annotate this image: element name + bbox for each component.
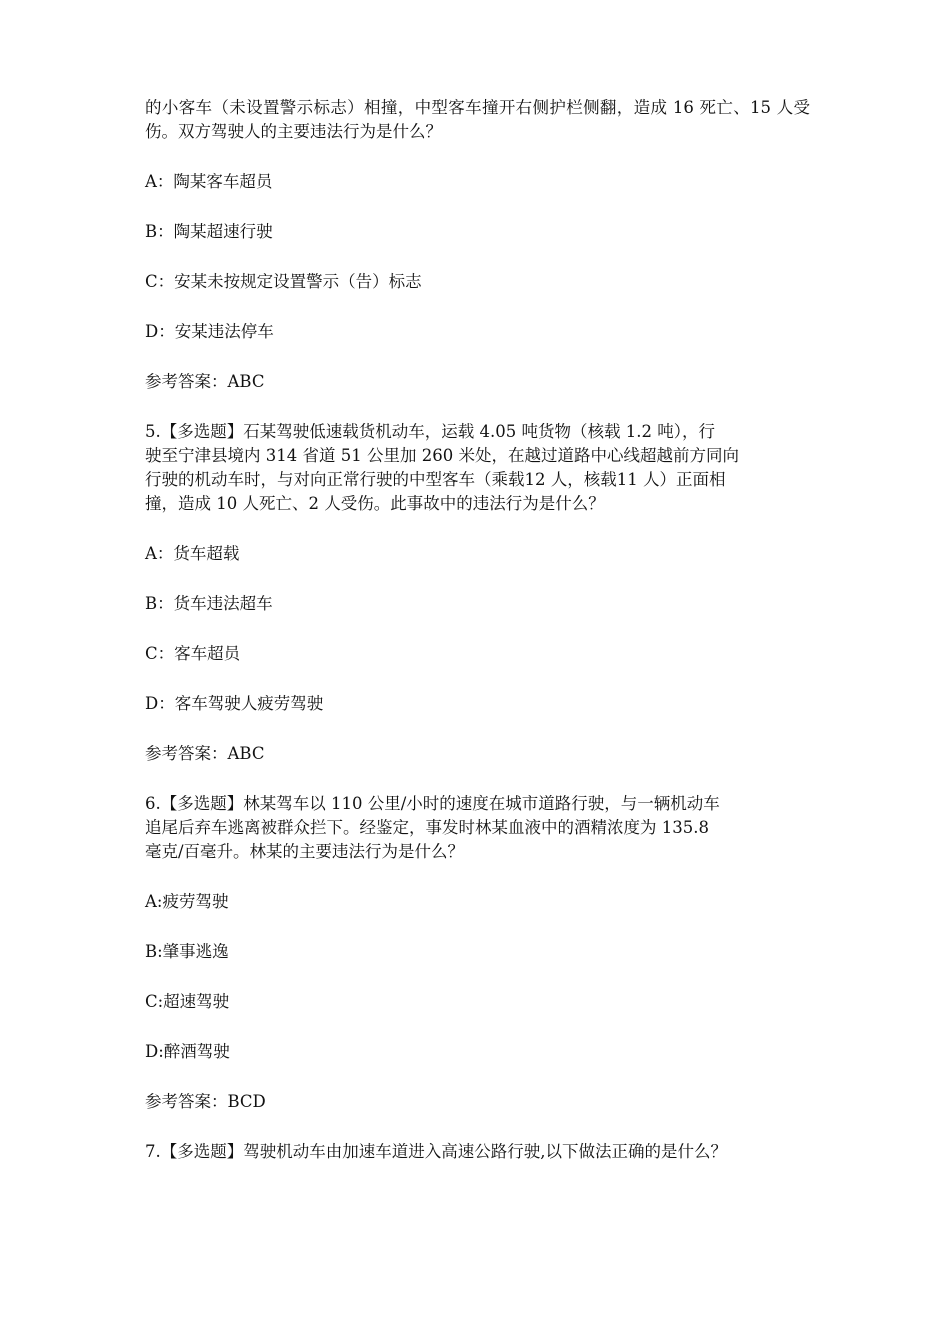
- answer-option: A:疲劳驾驶: [145, 892, 229, 911]
- reference-answer: 参考答案：ABC: [145, 744, 265, 763]
- document-content: [145, 96, 810, 1190]
- text-line: 的小客车（未设置警示标志）相撞，中型客车撞开右侧护栏侧翻，造成 16 死亡、: [145, 98, 751, 117]
- text-line: 5.【多选题】石某驾驶低速载货机动车，运载 4.05 吨货物（核载 1.2 吨），行: [145, 422, 715, 441]
- answer-option: B：陶某超速行驶: [145, 222, 273, 241]
- answer-option: C:超速驾驶: [145, 992, 230, 1011]
- text-line: 撞，造成 10 人死亡、2 人受伤。此事故中的违法行为是什么？: [145, 494, 605, 513]
- text-line: 追尾后弃车逃离被群众拦下。经鉴定，事发时林某血液中的酒精浓度为 135.8: [145, 818, 709, 837]
- question-text: [145, 792, 810, 864]
- reference-answer: 参考答案：BCD: [145, 1092, 266, 1111]
- question-continuation-text: [145, 96, 810, 144]
- question-text: [145, 420, 810, 516]
- text-line: 行驶的机动车时，与对向正常行驶的中型客车（乘载12 人，核载11 人）正面相: [145, 470, 726, 489]
- text-line: 驶至宁津县境内 314 省道 51 公里加 260 米处，在越过道路中心线超越前方同向: [145, 446, 739, 465]
- answer-option: D：客车驾驶人疲劳驾驶: [145, 694, 324, 713]
- question-text: [145, 1140, 810, 1164]
- answer-option: C：安某未按规定设置警示（告）标志: [145, 272, 422, 291]
- reference-answer: 参考答案：ABC: [145, 372, 265, 391]
- text-line: 6.【多选题】林某驾车以 110 公里/小时的速度在城市道路行驶，与一辆机动车: [145, 794, 720, 813]
- text-line: 毫克/百毫升。林某的主要违法行为是什么？: [145, 842, 465, 861]
- answer-option: B：货车违法超车: [145, 594, 273, 613]
- answer-option: C：客车超员: [145, 644, 241, 663]
- answer-option: D:醉酒驾驶: [145, 1042, 230, 1061]
- answer-option: B:肇事逃逸: [145, 942, 229, 961]
- text-line: 15 人受伤。双方驾驶人的主要违法行为是什么？: [145, 98, 810, 141]
- answer-option: A：货车超载: [145, 544, 240, 563]
- answer-option: A：陶某客车超员: [145, 172, 273, 191]
- text-line: 7.【多选题】驾驶机动车由加速车道进入高速公路行驶,以下做法正确的是什么？: [145, 1142, 727, 1161]
- answer-option: D：安某违法停车: [145, 322, 274, 341]
